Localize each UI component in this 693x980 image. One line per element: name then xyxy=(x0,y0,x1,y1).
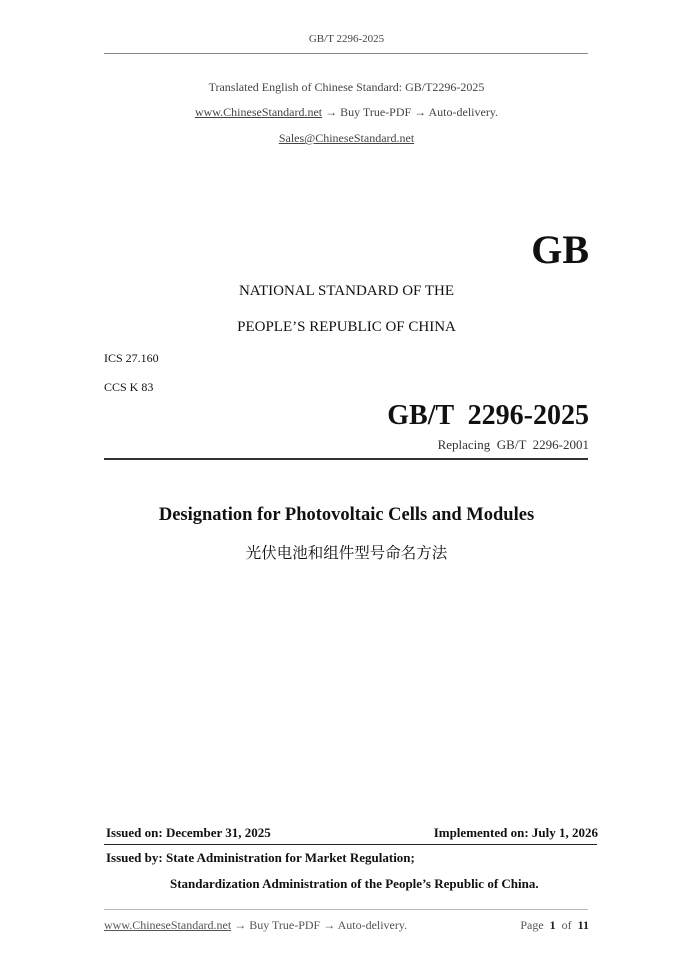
page-total: 11 xyxy=(577,918,589,932)
purchase-notice-text: → Buy True-PDF → Auto-delivery. xyxy=(322,105,499,119)
issued-by-line1: Issued by: State Administration for Market Regulation; xyxy=(106,850,415,865)
header-divider xyxy=(104,53,588,54)
page-label: Page xyxy=(520,918,544,932)
issue-divider xyxy=(104,844,597,845)
gb-mark: GB xyxy=(531,227,589,272)
footer-purchase-line xyxy=(104,918,407,933)
ics-code: ICS 27.160 xyxy=(104,351,159,365)
national-standard-line2: PEOPLE’S REPUBLIC OF CHINA xyxy=(237,319,456,335)
page-current: 1 xyxy=(549,918,556,932)
national-standard-line1: NATIONAL STANDARD OF THE xyxy=(238,283,455,299)
running-header: GB/T 2296-2025 xyxy=(308,33,385,45)
title-english: Designation for Photovoltaic Cells and Modules xyxy=(158,505,535,525)
email-link[interactable]: Sales@ChineseStandard.net xyxy=(278,131,415,145)
implemented-on-date: Implemented on: July 1, 2026 xyxy=(433,825,598,840)
translation-notice: Translated English of Chinese Standard: GB/T2296-2025 xyxy=(208,80,485,94)
standard-number: GB/T 2296-2025 xyxy=(387,400,589,431)
page-indicator xyxy=(520,918,589,933)
purchase-notice xyxy=(0,105,693,120)
page-of-label: of xyxy=(561,918,572,932)
title-chinese: 光伏电池和组件型号命名方法 xyxy=(245,544,448,562)
footer-divider xyxy=(104,909,588,910)
footer-purchase-text: → Buy True-PDF → Auto-delivery. xyxy=(231,918,408,932)
site-link[interactable]: www.ChineseStandard.net xyxy=(194,105,323,119)
issued-on-date: Issued on: December 31, 2025 xyxy=(106,825,271,840)
footer-site-link[interactable]: www.ChineseStandard.net xyxy=(104,918,232,932)
email-line xyxy=(0,131,693,146)
standard-number-divider xyxy=(104,458,588,460)
replacing-note: Replacing GB/T 2296-2001 xyxy=(437,437,589,452)
ccs-code: CCS K 83 xyxy=(104,380,154,394)
issued-by-line2: Standardization Administration of the People’s Republic of China. xyxy=(170,876,539,891)
